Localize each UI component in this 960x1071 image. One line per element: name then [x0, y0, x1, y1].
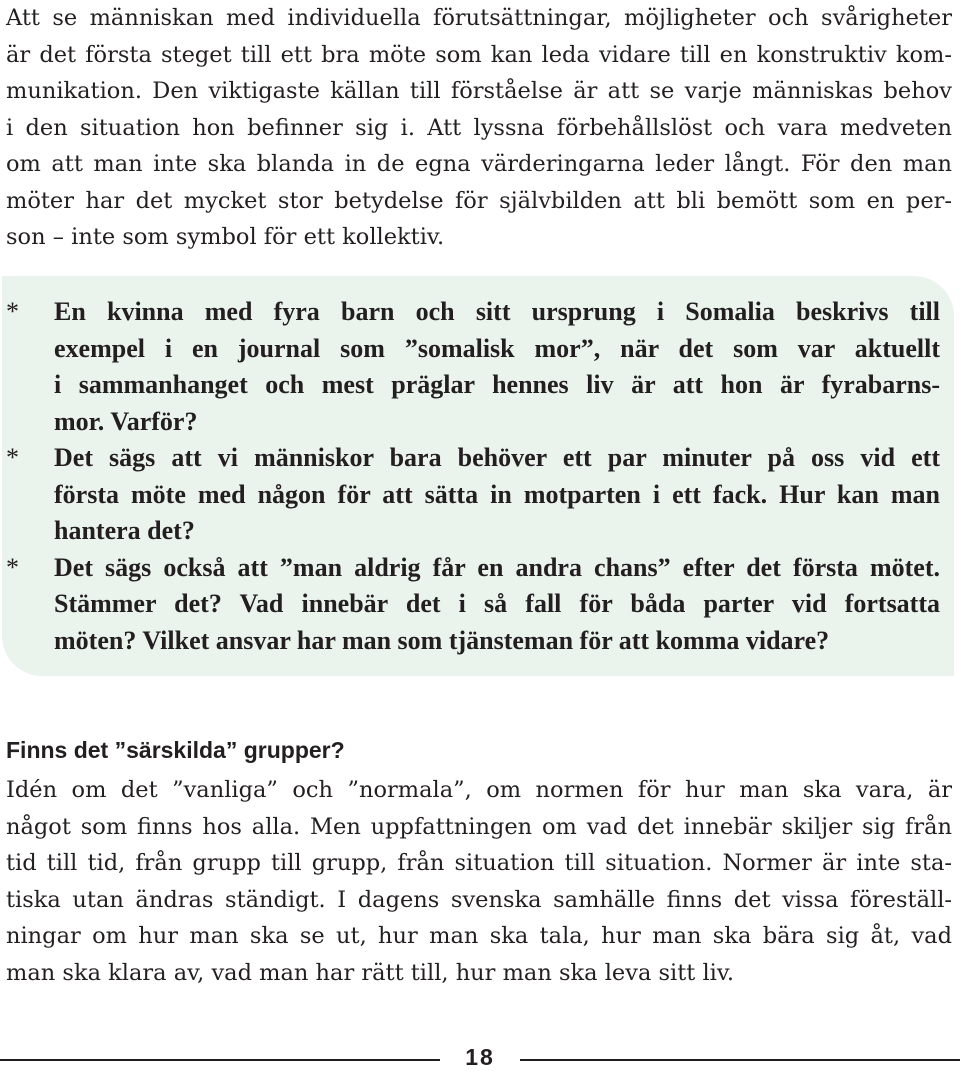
question-line: Det sägs också att ”man aldrig får en andra chans” efter det första mötet.: [54, 552, 940, 582]
intro-line: Att se människan med individuella förutsättningar, möjligheter och svårigheter: [6, 5, 952, 31]
question-line: Det sägs att vi människor bara behöver ett par minuter på oss vid ett: [54, 443, 940, 472]
asterisk-bullet: *: [6, 552, 19, 582]
body-line: man ska klara av, vad man har rätt till, hur man ska leva sitt liv.: [6, 959, 735, 986]
intro-line: är det första steget till ett bra möte som kan leda vidare till en konstruktiv kom-: [6, 41, 952, 68]
question-line: exempel i en journal som ”somalisk mor”, när det som var aktuellt: [54, 333, 940, 363]
body-line: något som finns hos alla. Men uppfattningen om vad det innebär skiljer sig från: [6, 813, 952, 840]
body-line: ningar om hur man ska se ut, hur man ska tala, hur man ska bära sig åt, vad: [6, 923, 952, 949]
footer-rule-right: [520, 1059, 960, 1061]
question-item: [0, 440, 940, 550]
asterisk-bullet: *: [6, 297, 19, 326]
body-line: tid till tid, från grupp till grupp, från situation till situation. Normer är inte sta-: [6, 850, 952, 876]
intro-paragraph: [6, 0, 952, 256]
intro-line: i den situation hon befinner sig i. Att lyssna förbehållslöst och vara medveten: [6, 114, 952, 141]
section-heading: Finns det ”särskilda” grupper?: [6, 737, 345, 763]
question-line: mor. Varför?: [54, 406, 198, 436]
question-line: Stämmer det? Vad innebär det i så fall för båda parter vid fortsatta: [54, 589, 940, 618]
intro-line: om att man inte ska blanda in de egna värderingarna leder långt. För den man: [6, 151, 952, 177]
asterisk-bullet: *: [6, 443, 19, 472]
intro-line: son – inte som symbol för ett kollektiv.: [6, 224, 445, 250]
body-line: tiska utan ändras ständigt. I dagens svenska samhälle finns det vissa föreställ-: [6, 886, 952, 913]
question-line: möten? Vilket ansvar har man som tjänsteman för att komma vidare?: [54, 625, 830, 655]
page-number: 18: [465, 1044, 495, 1070]
question-item: [0, 550, 940, 660]
body-line: Idén om det ”vanliga” och ”normala”, om normen för hur man ska vara, är: [6, 777, 952, 803]
question-line: hantera det?: [54, 516, 195, 545]
question-line: i sammanhanget och mest präglar hennes liv är att hon är fyrabarns-: [54, 370, 940, 399]
section-paragraph: [6, 772, 952, 991]
question-line: En kvinna med fyra barn och sitt ursprung i Somalia beskrivs till: [54, 297, 940, 326]
question-line: första möte med någon för att sätta in motparten i ett fack. Hur kan man: [54, 479, 940, 509]
intro-line: möter har det mycket stor betydelse för självbilden att bli bemött som en per-: [6, 187, 952, 214]
question-item: [0, 294, 940, 440]
discussion-questions: [0, 294, 940, 659]
intro-line: munikation. Den viktigaste källan till förståelse är att se varje människas behov: [6, 78, 952, 104]
